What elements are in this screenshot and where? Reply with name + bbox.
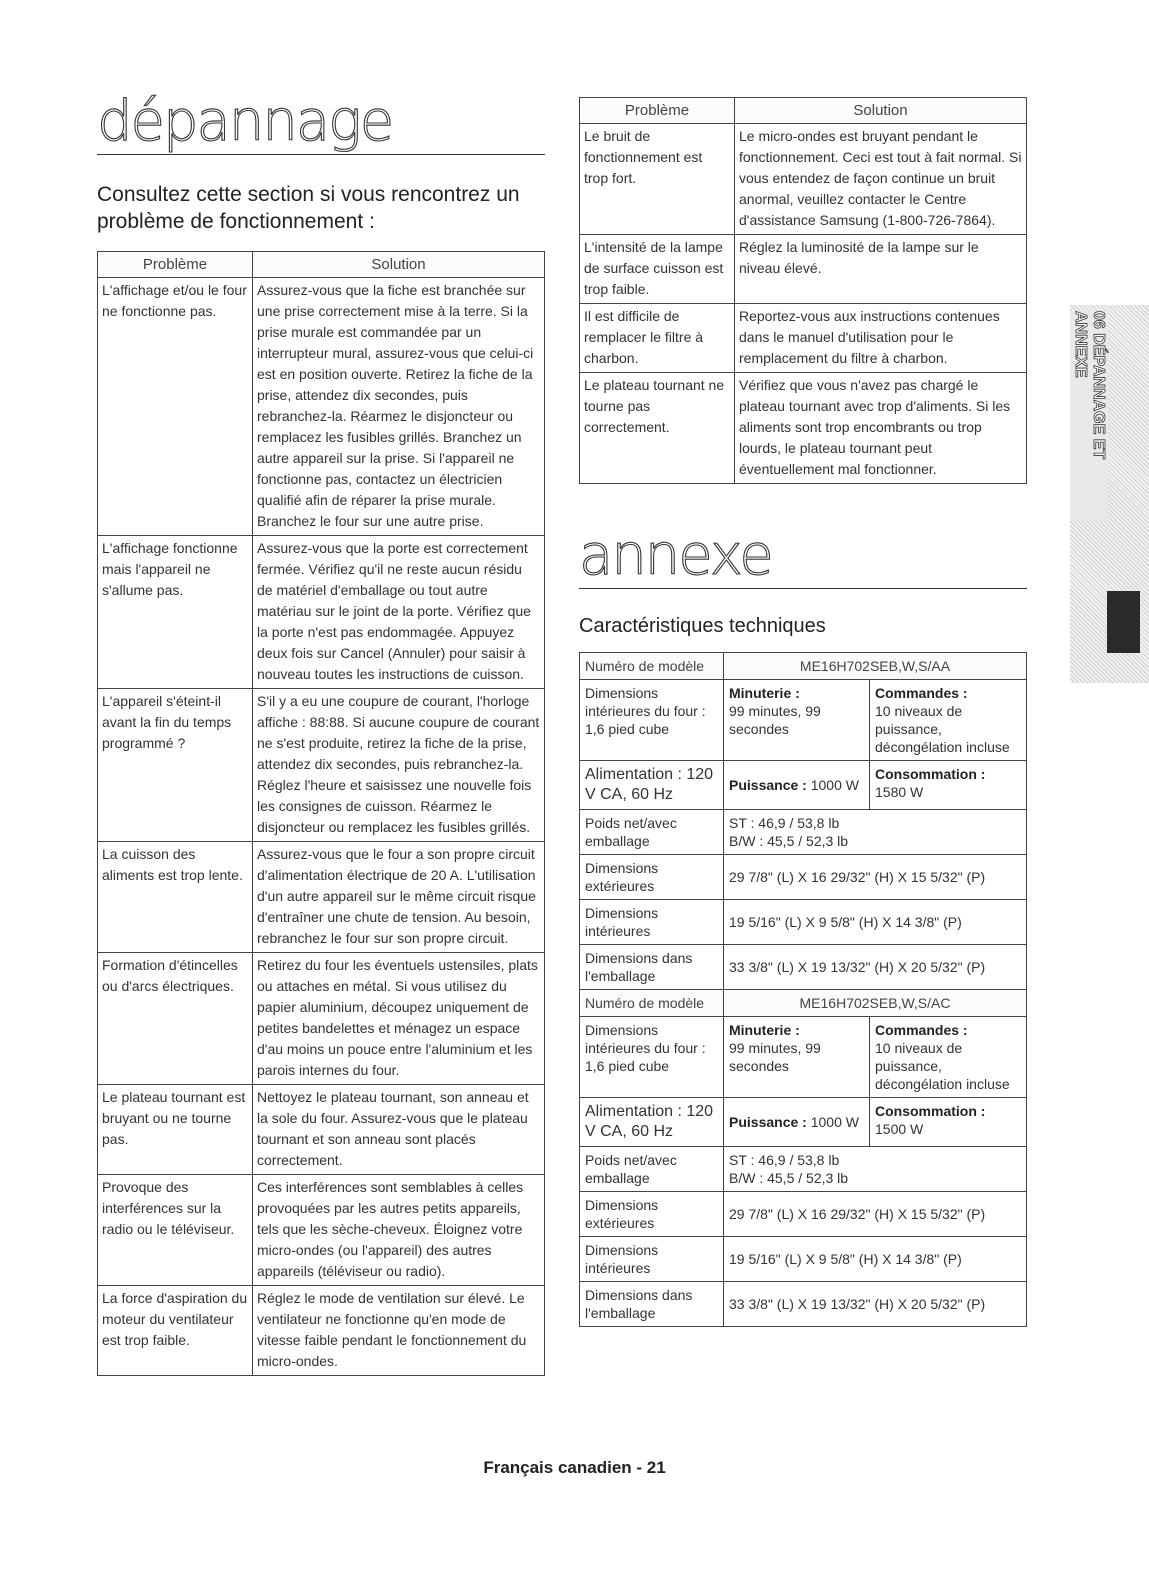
commands-value: 10 niveaux de puissance, décongélation incluse: [875, 703, 1010, 755]
section-title-depannage: dépannage: [97, 92, 545, 155]
problem-cell: L'affichage fonctionne mais l'appareil ne s'allume pas.: [98, 536, 253, 689]
model-label: Numéro de modèle: [580, 653, 724, 680]
spec-row: [580, 1282, 1027, 1327]
problem-cell: Formation d'étincelles ou d'arcs électriques.: [98, 953, 253, 1085]
model-header-row: [580, 653, 1027, 680]
consumption-label: Consommation :: [875, 766, 986, 782]
spec-row: [580, 945, 1027, 990]
chapter-label: 06 DÉPANNAGE ET ANNEXE: [1070, 311, 1108, 521]
spec-row: [580, 810, 1027, 855]
solution-cell: Vérifiez que vous n'avez pas chargé le plateau tournant avec trop d'aliments. Si les aliments sont trop encombrants ou trop lourds, le plateau tournant peut éventuellement mal fonctionner.: [735, 373, 1027, 484]
int-dim-label: Dimensions intérieures: [580, 1237, 724, 1282]
power-label: Puissance :: [729, 777, 807, 793]
consumption-value: 1580 W: [875, 784, 924, 800]
solution-cell: Retirez du four les éventuels ustensiles, plats ou attaches en métal. Si vous utilisez du papier aluminium, découpez uniquement de petites bandelettes et ménagez un espace d'au moins un pouce entre l'aluminium et les parois internes du four.: [253, 953, 545, 1085]
model-number: ME16H702SEB,W,S/AC: [724, 990, 1027, 1017]
weight-st: ST : 46,9 / 53,8 lb: [729, 815, 840, 831]
consumption-cell: [870, 761, 1027, 810]
power-supply-label: Alimentation : 120 V CA, 60 Hz: [580, 1098, 724, 1147]
spec-row: [580, 680, 1027, 761]
intro-text: Consultez cette section si vous rencontrez un problème de fonctionnement :: [97, 183, 520, 233]
spec-row: [580, 900, 1027, 945]
solution-cell: Assurez-vous que la fiche est branchée sur une prise correctement mise à la terre. Si la prise murale est commandée par un interrupteur mural, assurez-vous que celui-ci est en position ouverte. Retirez la fiche de la prise, attendez dix secondes, puis rebranchez-la. Réarmez le disjoncteur ou remplacez les fusibles grillés. Branchez un autre appareil sur la prise. Si l'appareil ne fonctionne pas, contactez un électricien qualifié afin de réparer la prise murale. Branchez le four sur une autre prise.: [253, 278, 545, 536]
table-row: [580, 235, 1027, 304]
commands-label: Commandes :: [875, 1022, 968, 1038]
specs-title: Caractéristiques techniques: [579, 615, 826, 637]
troubleshooting-table-right: [579, 97, 1027, 484]
solution-cell: Ces interférences sont semblables à celles provoquées par les autres petits appareils, tels que les sèche-cheveux. Éloignez votre micro-ondes (ou l'appareil) des autres appareils (téléviseur ou radio).: [253, 1175, 545, 1286]
table-row: [98, 1175, 545, 1286]
spec-row: [580, 1017, 1027, 1098]
spec-row: [580, 855, 1027, 900]
problem-cell: Provoque des interférences sur la radio ou le téléviseur.: [98, 1175, 253, 1286]
ext-dim-value: 29 7/8" (L) X 16 29/32" (H) X 15 5/32" (P): [724, 1192, 1027, 1237]
table-row: [98, 953, 545, 1085]
spec-table: [579, 652, 1027, 1327]
consumption-label: Consommation :: [875, 1103, 986, 1119]
table-row: [98, 842, 545, 953]
chapter-side-tab: [1070, 305, 1149, 683]
section-title-annexe: annexe: [579, 526, 1027, 589]
spec-row: [580, 761, 1027, 810]
spec-row: [580, 1098, 1027, 1147]
timer-cell: [724, 1017, 870, 1098]
model-label: Numéro de modèle: [580, 990, 724, 1017]
solution-cell: Réglez le mode de ventilation sur élevé. Le ventilateur ne fonctionne qu'en mode de vitesse faible pendant le fonctionnement du micro-ondes.: [253, 1286, 545, 1376]
header-problem: Problème: [98, 252, 253, 278]
consumption-cell: [870, 1098, 1027, 1147]
power-cell: [724, 1098, 870, 1147]
power-value: 1000 W: [810, 1114, 859, 1130]
model-number: ME16H702SEB,W,S/AA: [724, 653, 1027, 680]
power-value: 1000 W: [810, 777, 859, 793]
power-cell: [724, 761, 870, 810]
pack-dim-value: 33 3/8" (L) X 19 13/32" (H) X 20 5/32" (P): [724, 1282, 1027, 1327]
timer-label: Minuterie :: [729, 685, 800, 701]
int-dim-value: 19 5/16" (L) X 9 5/8" (H) X 14 3/8" (P): [724, 1237, 1027, 1282]
int-dim-label: Dimensions intérieures: [580, 900, 724, 945]
timer-label: Minuterie :: [729, 1022, 800, 1038]
left-column: [97, 89, 545, 1376]
problem-cell: L'appareil s'éteint-il avant la fin du temps programmé ?: [98, 689, 253, 842]
table-row: [98, 278, 545, 536]
spec-row: [580, 1147, 1027, 1192]
weight-st: ST : 46,9 / 53,8 lb: [729, 1152, 840, 1168]
weight-bw: B/W : 45,5 / 52,3 lb: [729, 833, 849, 849]
solution-cell: Réglez la luminosité de la lampe sur le niveau élevé.: [735, 235, 1027, 304]
ext-dim-value: 29 7/8" (L) X 16 29/32" (H) X 15 5/32" (P): [724, 855, 1027, 900]
problem-cell: Le plateau tournant est bruyant ou ne tourne pas.: [98, 1085, 253, 1175]
dim-int-oven-label: Dimensions intérieures du four : 1,6 pied cube: [580, 1017, 724, 1098]
troubleshooting-table-left: [97, 251, 545, 1376]
solution-cell: Nettoyez le plateau tournant, son anneau et la sole du four. Assurez-vous que le plateau tournant et son anneau sont placés correctement.: [253, 1085, 545, 1175]
problem-cell: Il est difficile de remplacer le filtre à charbon.: [580, 304, 735, 373]
ext-dim-label: Dimensions extérieures: [580, 855, 724, 900]
table-row: [98, 1286, 545, 1376]
table-row: [98, 1085, 545, 1175]
page-footer: Français canadien - 21: [483, 1458, 666, 1477]
timer-cell: [724, 680, 870, 761]
weight-bw: B/W : 45,5 / 52,3 lb: [729, 1170, 849, 1186]
power-label: Puissance :: [729, 1114, 807, 1130]
table-row: [580, 304, 1027, 373]
weight-label: Poids net/avec emballage: [580, 1147, 724, 1192]
timer-value: 99 minutes, 99 secondes: [729, 703, 821, 737]
model-header-row: [580, 990, 1027, 1017]
pack-dim-value: 33 3/8" (L) X 19 13/32" (H) X 20 5/32" (P): [724, 945, 1027, 990]
spec-row: [580, 1237, 1027, 1282]
header-solution: Solution: [253, 252, 545, 278]
problem-cell: La force d'aspiration du moteur du ventilateur est trop faible.: [98, 1286, 253, 1376]
problem-cell: Le bruit de fonctionnement est trop fort.: [580, 124, 735, 235]
solution-cell: Assurez-vous que la porte est correctement fermée. Vérifiez qu'il ne reste aucun résidu de matériel d'emballage ou tout autre matériau sur le joint de la porte. Vérifiez que la porte n'est pas endommagée. Appuyez deux fois sur Cancel (Annuler) pour saisir à nouveau toutes les instructions de cuisson.: [253, 536, 545, 689]
solution-cell: S'il y a eu une coupure de courant, l'horloge affiche : 88:88. Si aucune coupure de courant ne s'est produite, retirez la fiche de la prise, attendez dix secondes, puis rebranchez-la. Réglez l'heure et saisissez une nouvelle fois les consignes de cuisson. Réarmez le disjoncteur ou remplacez les fusibles grillés.: [253, 689, 545, 842]
solution-cell: Le micro-ondes est bruyant pendant le fonctionnement. Ceci est tout à fait normal. Si vous entendez de façon continue un bruit anormal, veuillez contacter le Centre d'assistance Samsung (1-800-726-7864).: [735, 124, 1027, 235]
header-problem: Problème: [580, 98, 735, 124]
commands-value: 10 niveaux de puissance, décongélation incluse: [875, 1040, 1010, 1092]
spec-row: [580, 1192, 1027, 1237]
table-row: [580, 124, 1027, 235]
weight-cell: [724, 810, 1027, 855]
problem-cell: L'intensité de la lampe de surface cuisson est trop faible.: [580, 235, 735, 304]
weight-cell: [724, 1147, 1027, 1192]
pack-dim-label: Dimensions dans l'emballage: [580, 945, 724, 990]
right-column: [579, 97, 1027, 1327]
ext-dim-label: Dimensions extérieures: [580, 1192, 724, 1237]
table-row: [98, 689, 545, 842]
power-supply-label: Alimentation : 120 V CA, 60 Hz: [580, 761, 724, 810]
chapter-marker: [1107, 591, 1140, 653]
int-dim-value: 19 5/16" (L) X 9 5/8" (H) X 14 3/8" (P): [724, 900, 1027, 945]
problem-cell: La cuisson des aliments est trop lente.: [98, 842, 253, 953]
problem-cell: L'affichage et/ou le four ne fonctionne pas.: [98, 278, 253, 536]
timer-value: 99 minutes, 99 secondes: [729, 1040, 821, 1074]
dim-int-oven-label: Dimensions intérieures du four : 1,6 pied cube: [580, 680, 724, 761]
header-solution: Solution: [735, 98, 1027, 124]
commands-cell: [870, 680, 1027, 761]
table-row: [98, 536, 545, 689]
weight-label: Poids net/avec emballage: [580, 810, 724, 855]
solution-cell: Assurez-vous que le four a son propre circuit d'alimentation électrique de 20 A. L'utilisation d'un autre appareil sur le même circuit risque d'entraîner une chute de tension. Au besoin, rebranchez le four sur son propre circuit.: [253, 842, 545, 953]
pack-dim-label: Dimensions dans l'emballage: [580, 1282, 724, 1327]
commands-cell: [870, 1017, 1027, 1098]
problem-cell: Le plateau tournant ne tourne pas correctement.: [580, 373, 735, 484]
solution-cell: Reportez-vous aux instructions contenues dans le manuel d'utilisation pour le remplacement du filtre à charbon.: [735, 304, 1027, 373]
table-row: [580, 373, 1027, 484]
commands-label: Commandes :: [875, 685, 968, 701]
consumption-value: 1500 W: [875, 1121, 924, 1137]
